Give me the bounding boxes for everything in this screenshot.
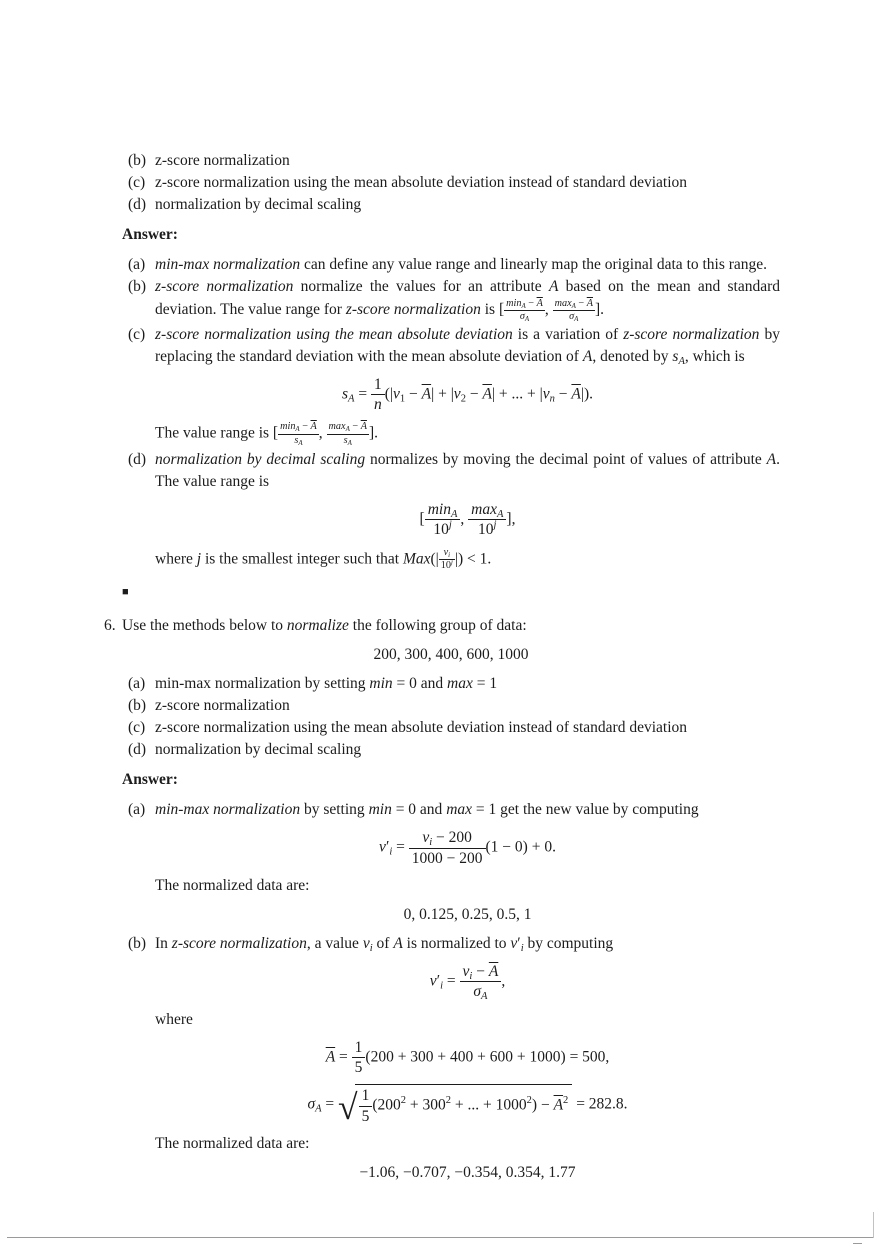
fraction: $\frac{v_i - \overline{A}}{\sigma_A}$	[460, 962, 502, 1002]
data-values-line: 200, 300, 400, 600, 1000	[373, 646, 529, 664]
fraction: $\frac{\max_A - \overline{A}}{s_A}$	[328, 421, 367, 447]
overline-variable: $\overline{A}$	[482, 385, 492, 402]
zscore-result-line: −1.06, −0.707, −0.354, 0.354, 1.77	[359, 1164, 576, 1182]
answer-heading-1: Answer:	[122, 226, 178, 243]
item-label: (d)	[128, 450, 147, 468]
paragraph-normalized-data-label: The normalized data are:	[155, 1135, 310, 1153]
answer1-item-d	[104, 449, 780, 572]
overline-variable: $\overline{A}$	[310, 421, 317, 433]
item-text: z-score normalization using the mean absolute deviation is a variation of z-score normalization by replacing the standard deviation with the mean absolute deviation of A, denoted by $s_A$, which is	[155, 325, 780, 367]
item-text: min-max normalization can define any value range and linearly map the original data to this range.	[155, 256, 768, 273]
answer1-item-b	[104, 276, 780, 324]
q6-item-b	[122, 695, 780, 717]
list-item-b	[104, 150, 780, 172]
fraction: $\frac{\max_A}{10^j}$	[468, 500, 506, 540]
item-label: (a)	[128, 256, 146, 273]
item-label: (c)	[128, 719, 146, 737]
fraction: $\frac{\min_A}{10^j}$	[425, 500, 461, 540]
item-label: (a)	[128, 675, 146, 693]
question-number: 6.	[104, 617, 116, 635]
overline-variable: $\overline{A}$	[488, 962, 499, 980]
formula-decimal-scaling-range: [ $\frac{\min_A}{10^j}$ , $\frac{\max_A}{10^j}$ ],	[419, 500, 516, 539]
sqrt-radical: √ $\frac{1}{5}$ ($200^2 + 300^2$ + ... + $1000^2) - \overline{A}^2$	[338, 1084, 572, 1126]
item-label: (a)	[128, 801, 146, 819]
qed-square	[122, 580, 780, 603]
formula-zscore: $v'_i$ = $\frac{v_i - \overline{A}}{\sigma_A}$ ,	[429, 962, 506, 1003]
item-label: (c)	[128, 174, 146, 191]
q6-item-c	[122, 717, 780, 739]
paragraph-normalized-data-label: The normalized data are:	[155, 876, 310, 894]
qed-glyph: ■	[122, 586, 129, 599]
item-label: (b)	[128, 934, 147, 952]
minmax-result-line: 0, 0.125, 0.25, 0.5, 1	[403, 905, 532, 923]
item-text: normalization by decimal scaling normalizes by moving the decimal point of values of attribute A. The value range is	[155, 450, 781, 490]
question-6	[104, 615, 780, 1184]
question-text: Use the methods below to normalize the following group of data:	[122, 617, 527, 635]
fraction: $\frac{v_i - 200}{1000 - 200}$	[409, 828, 486, 868]
overline-variable: $\overline{A}$	[421, 385, 432, 402]
fraction: $\frac{\max_A - \overline{A}}{\sigma_A}$	[554, 298, 593, 324]
formula-minmax: $v'_i$ = $\frac{v_i - 200}{1000 - 200}$ (1 − 0) + 0.	[379, 829, 556, 867]
item-label: (b)	[128, 152, 147, 169]
fraction: $\frac{v_i}{10^j}$	[440, 546, 453, 571]
item-text: z-score normalization using the mean absolute deviation instead of standard deviation	[155, 174, 688, 191]
overline-variable: $\overline{A}$	[586, 298, 593, 309]
item-label: (d)	[128, 741, 147, 759]
formula-mean: $\overline{A}$ = $\frac{1}{5}$ (200 + 300 + 400 + 600 + 1000) = 500,	[325, 1038, 610, 1077]
paragraph-smallest-integer: where j is the smallest integer such that Max(| $\frac{v_i}{10^j}$ |) < 1.	[155, 546, 492, 571]
item-text: z-score normalization	[155, 697, 290, 715]
item-label: (b)	[128, 697, 147, 715]
fraction: $\frac{1}{5}$	[352, 1038, 366, 1078]
item-text: min-max normalization by setting min = 0 and max = 1	[155, 675, 498, 693]
item-text: normalization by decimal scaling	[155, 196, 362, 213]
item-text: normalization by decimal scaling	[155, 741, 362, 759]
answer1-item-c	[104, 324, 780, 447]
page-corner-mark	[853, 1243, 862, 1244]
answer2-item-a	[122, 799, 780, 926]
fraction: $\frac{1}{n}$	[371, 375, 385, 415]
overline-variable: $\overline{A}$	[553, 1096, 564, 1114]
fraction: $\frac{\min_A - \overline{A}}{s_A}$	[280, 421, 317, 447]
paragraph-value-range-sA: The value range is [ $\frac{\min_A - \overline{A}}{s_A}$ , $\frac{\max_A - \overline{A}}{s_A}$ ].	[155, 421, 378, 447]
item-text: z-score normalization normalize the values for an attribute A based on the mean and standard deviation. The value range for z-score normalization is [ $\frac{\min_A - \overline{A}}{\sigma_A}$ , $\frac{\max_A - \overline{A}}{\sigma_A}$ ].	[155, 278, 781, 324]
content	[104, 150, 780, 1191]
overline-variable: $\overline{A}$	[360, 421, 367, 433]
item-text: In z-score normalization, a value $v_i$ of A is normalized to $v'_i$ by computing	[155, 934, 614, 954]
answer2-item-b	[122, 933, 780, 1184]
overline-variable: $\overline{A}$	[536, 298, 543, 309]
list-item-c	[104, 172, 780, 194]
fraction: $\frac{1}{5}$	[359, 1086, 373, 1126]
overline-variable: $\overline{A}$	[571, 385, 581, 402]
list-item-d	[104, 194, 780, 216]
page-border-bottom	[7, 1237, 874, 1238]
formula-stddev: $\sigma_A$ = √ $\frac{1}{5}$ ($200^2 + 300^2$ + ... + $1000^2) - \overline{A}^2$ = 282.8.	[155, 1084, 780, 1126]
answer-heading-2: Answer:	[122, 771, 178, 789]
item-label: (b)	[128, 278, 147, 295]
q6-item-d	[122, 739, 780, 761]
fraction: $\frac{\min_A - \overline{A}}{\sigma_A}$	[506, 298, 543, 324]
page-border-right	[873, 1212, 874, 1238]
paragraph-where-label: where	[155, 1010, 193, 1028]
item-text: min-max normalization by setting min = 0 and max = 1 get the new value by computing	[155, 801, 699, 819]
overline-variable: $\overline{A}$	[325, 1048, 336, 1066]
item-label: (c)	[128, 325, 146, 343]
formula-mean-absolute-deviation: $s_A$ = $\frac{1}{n}$ ($|v_1 - \overline{A}| + |v_2 - \overline{A}|$ + ... + $|v_n - \overline{A}|$).	[341, 375, 594, 413]
item-text: z-score normalization	[155, 152, 290, 169]
item-label: (d)	[128, 196, 147, 213]
answer1-item-a	[104, 254, 780, 276]
item-text: z-score normalization using the mean absolute deviation instead of standard deviation	[155, 719, 688, 737]
q6-item-a	[122, 673, 780, 695]
